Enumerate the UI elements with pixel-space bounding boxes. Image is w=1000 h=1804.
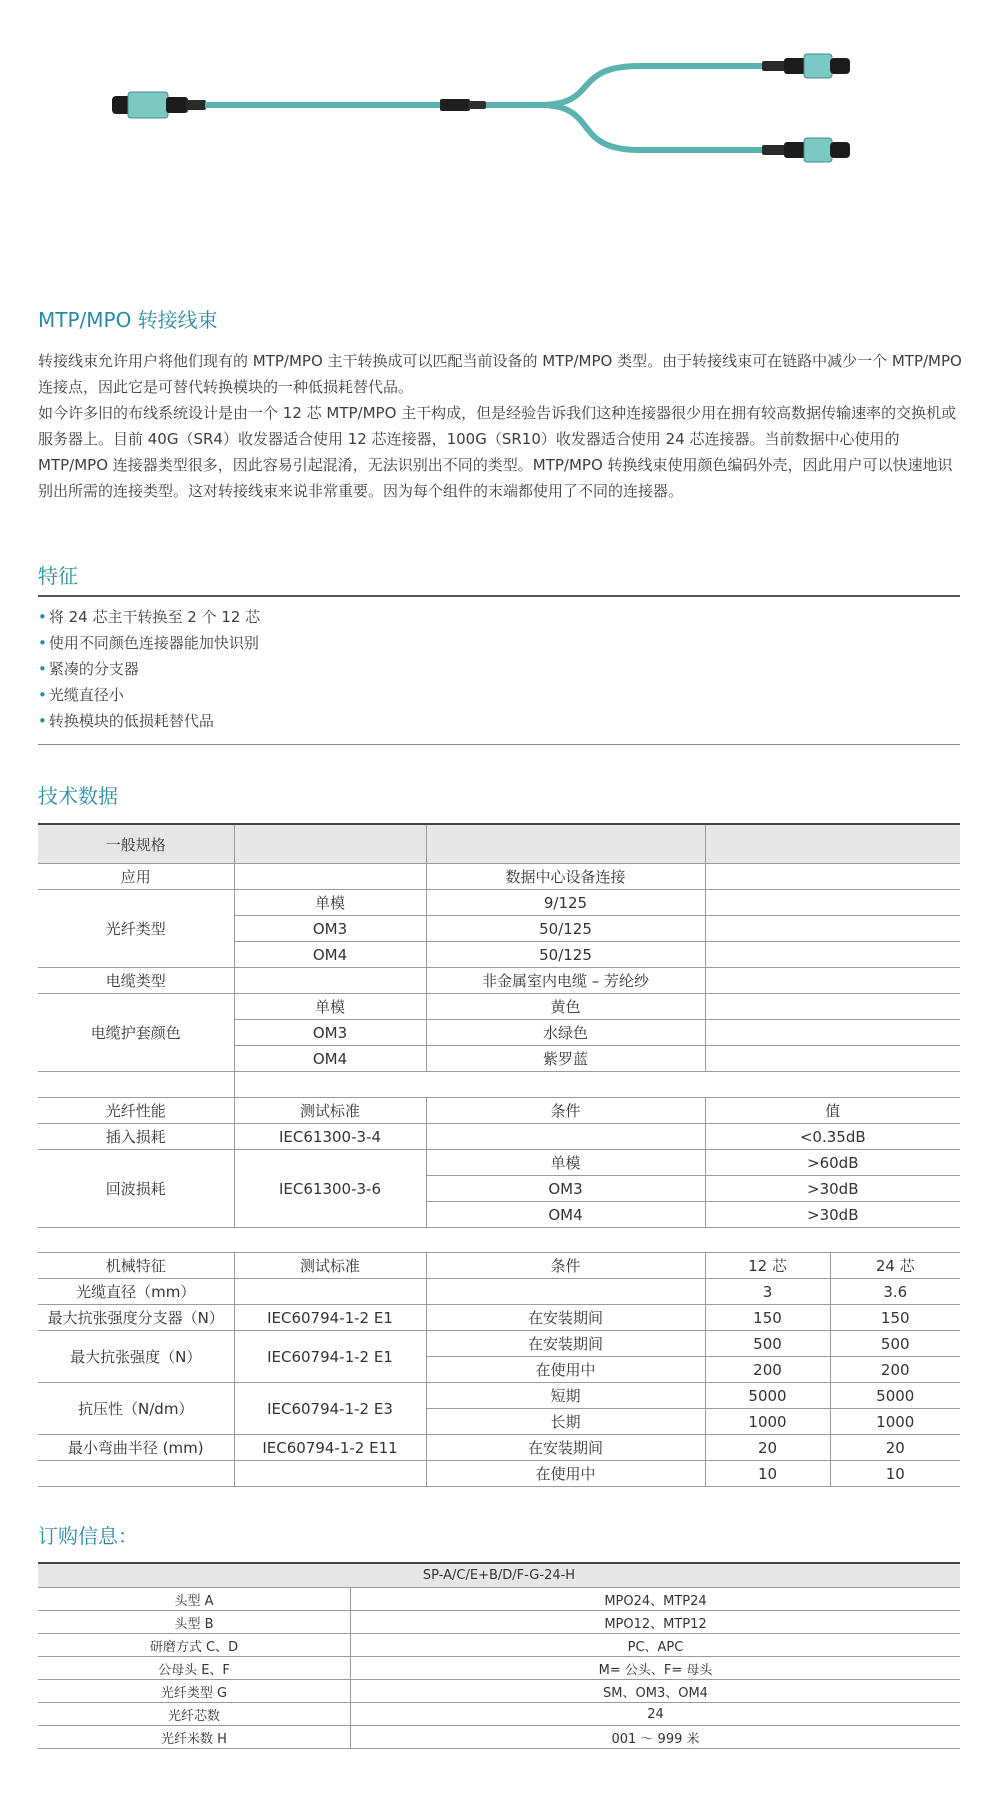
features-bottom-divider	[38, 744, 960, 745]
product-title: MTP/MPO 转接线束	[38, 308, 218, 332]
fiber-value: 50/125	[426, 942, 705, 968]
features-divider	[38, 595, 960, 597]
tensile-row	[38, 1331, 960, 1357]
order-value: SM、OM3、OM4	[351, 1680, 961, 1703]
crush-12: 5000	[705, 1383, 830, 1409]
jacket-value: 黄色	[426, 994, 705, 1020]
diameter-row	[38, 1279, 960, 1305]
application-row	[38, 864, 960, 890]
application-label: 应用	[38, 864, 234, 890]
order-code-row	[38, 1563, 960, 1588]
splitter-tensile-std: IEC60794-1-2 E1	[234, 1305, 426, 1331]
bend-12: 20	[705, 1435, 830, 1461]
order-key: 光纤米数 H	[38, 1726, 351, 1749]
tensile-cond: 在安装期间	[426, 1331, 705, 1357]
order-table	[38, 1562, 960, 1749]
cable-assembly-image	[0, 0, 1000, 280]
tensile-12: 200	[705, 1357, 830, 1383]
crush-cond: 长期	[426, 1409, 705, 1435]
bend-label: 最小弯曲半径 (mm)	[38, 1435, 234, 1461]
mechanical-header: 24 芯	[830, 1253, 960, 1279]
diameter-24: 3.6	[830, 1279, 960, 1305]
feature-item: • 转换模块的低损耗替代品	[38, 708, 260, 734]
tensile-24: 500	[830, 1331, 960, 1357]
return-loss-cond: OM4	[426, 1202, 705, 1228]
order-value: PC、APC	[351, 1634, 961, 1657]
general-header-row	[38, 824, 960, 864]
jacket-mode: 单模	[234, 994, 426, 1020]
splitter-tensile-label: 最大抗张强度分支器（N）	[38, 1305, 234, 1331]
mechanical-header: 测试标准	[234, 1253, 426, 1279]
cable-type-row	[38, 968, 960, 994]
spacer-row	[38, 1072, 960, 1098]
jacket-value: 紫罗蓝	[426, 1046, 705, 1072]
bend-row	[38, 1461, 960, 1487]
features-title: 特征	[38, 564, 78, 588]
feature-item: • 将 24 芯主干转换至 2 个 12 芯	[38, 604, 260, 630]
optical-header: 测试标准	[234, 1098, 426, 1124]
crush-row	[38, 1383, 960, 1409]
order-value: M= 公头、F= 母头	[351, 1657, 961, 1680]
diameter-12: 3	[705, 1279, 830, 1305]
fiber-value: 9/125	[426, 890, 705, 916]
bend-cond: 在安装期间	[426, 1435, 705, 1461]
bend-24: 20	[830, 1435, 960, 1461]
splitter-tensile-cond: 在安装期间	[426, 1305, 705, 1331]
tensile-label: 最大抗张强度（N）	[38, 1331, 234, 1383]
fiber-value: 50/125	[426, 916, 705, 942]
bend-row	[38, 1435, 960, 1461]
splitter-tensile-12: 150	[705, 1305, 830, 1331]
insertion-loss-std: IEC61300-3-4	[234, 1124, 426, 1150]
order-key: 公母头 E、F	[38, 1657, 351, 1680]
order-value: MPO24、MTP24	[351, 1588, 961, 1611]
intro-paragraph-1: 转接线束允许用户将他们现有的 MTP/MPO 主干转换成可以匹配当前设备的 MTP/MPO 类型。由于转接线束可在链路中减少一个 MTP/MPO 连接点，因此它是可替代转换模块的一种低损耗替代品。	[38, 352, 962, 396]
return-loss-std: IEC61300-3-6	[234, 1150, 426, 1228]
order-key: 研磨方式 C、D	[38, 1634, 351, 1657]
order-row	[38, 1588, 960, 1611]
spacer-row	[38, 1228, 960, 1253]
jacket-mode: OM3	[234, 1020, 426, 1046]
order-code: SP-A/C/E+B/D/F-G-24-H	[38, 1563, 960, 1588]
optical-header: 条件	[426, 1098, 705, 1124]
order-row	[38, 1634, 960, 1657]
order-row	[38, 1680, 960, 1703]
return-loss-value: >30dB	[705, 1176, 960, 1202]
product-illustration	[0, 0, 1000, 280]
insertion-loss-value: <0.35dB	[705, 1124, 960, 1150]
optical-header-row	[38, 1098, 960, 1124]
intro-paragraph-2: 如今许多旧的布线系统设计是由一个 12 芯 MTP/MPO 主干构成，但是经验告诉我们这种连接器很少用在拥有较高数据传输速率的交换机或服务器上。目前 40G（SR4）收发器适合使用 12 芯连接器，100G（SR10）收发器适合使用 24 芯连接器。当前数据中心使用的 MTP/MPO 连接器类型很多，因此容易引起混淆，无法识别出不同的类型。MTP/MPO 转换线束使用颜色编码外壳，因此用户可以快速地识别出所需的连接类型。这对转接线束来说非常重要。因为每个组件的末端都使用了不同的连接器。	[38, 404, 957, 500]
crush-24: 5000	[830, 1383, 960, 1409]
cable-type-value: 非金属室内电缆 – 芳纶纱	[426, 968, 705, 994]
order-key: 光纤类型 G	[38, 1680, 351, 1703]
tensile-std: IEC60794-1-2 E1	[234, 1331, 426, 1383]
crush-std: IEC60794-1-2 E3	[234, 1383, 426, 1435]
order-row	[38, 1611, 960, 1634]
diameter-label: 光缆直径（mm）	[38, 1279, 234, 1305]
crush-12: 1000	[705, 1409, 830, 1435]
fiber-mode: OM4	[234, 942, 426, 968]
jacket-label: 电缆护套颜色	[38, 994, 234, 1072]
features-list	[38, 604, 260, 734]
return-loss-label: 回波损耗	[38, 1150, 234, 1228]
order-row	[38, 1703, 960, 1726]
feature-item: • 使用不同颜色连接器能加快识别	[38, 630, 260, 656]
optical-header: 值	[705, 1098, 960, 1124]
splitter-tensile-row	[38, 1305, 960, 1331]
jacket-row	[38, 994, 960, 1020]
fiber-mode: OM3	[234, 916, 426, 942]
order-value: 001 ～ 999 米	[351, 1726, 961, 1749]
fiber-mode: 单模	[234, 890, 426, 916]
order-row	[38, 1657, 960, 1680]
return-loss-cond: 单模	[426, 1150, 705, 1176]
mechanical-header-row	[38, 1253, 960, 1279]
mechanical-header: 条件	[426, 1253, 705, 1279]
insertion-loss-label: 插入损耗	[38, 1124, 234, 1150]
return-loss-value: >30dB	[705, 1202, 960, 1228]
cable-type-label: 电缆类型	[38, 968, 234, 994]
general-header: 一般规格	[38, 824, 234, 864]
splitter-tensile-24: 150	[830, 1305, 960, 1331]
order-key: 光纤芯数	[38, 1703, 351, 1726]
application-value: 数据中心设备连接	[426, 864, 705, 890]
order-value: 24	[351, 1703, 961, 1726]
order-title: 订购信息：	[38, 1524, 138, 1548]
fiber-type-row	[38, 890, 960, 916]
intro-text	[38, 348, 962, 504]
mechanical-header: 12 芯	[705, 1253, 830, 1279]
tensile-24: 200	[830, 1357, 960, 1383]
tech-title: 技术数据	[38, 784, 118, 808]
jacket-value: 水绿色	[426, 1020, 705, 1046]
feature-item: • 紧凑的分支器	[38, 656, 260, 682]
crush-label: 抗压性（N/dm）	[38, 1383, 234, 1435]
crush-24: 1000	[830, 1409, 960, 1435]
crush-cond: 短期	[426, 1383, 705, 1409]
optical-header: 光纤性能	[38, 1098, 234, 1124]
feature-item: • 光缆直径小	[38, 682, 260, 708]
order-value: MPO12、MTP12	[351, 1611, 961, 1634]
tech-spec-table	[38, 823, 960, 1487]
bend-std: IEC60794-1-2 E11	[234, 1435, 426, 1461]
insertion-loss-row	[38, 1124, 960, 1150]
return-loss-value: >60dB	[705, 1150, 960, 1176]
jacket-mode: OM4	[234, 1046, 426, 1072]
order-key: 头型 A	[38, 1588, 351, 1611]
bend-24: 10	[830, 1461, 960, 1487]
mechanical-header: 机械特征	[38, 1253, 234, 1279]
order-key: 头型 B	[38, 1611, 351, 1634]
return-loss-cond: OM3	[426, 1176, 705, 1202]
fiber-type-label: 光纤类型	[38, 890, 234, 968]
tensile-cond: 在使用中	[426, 1357, 705, 1383]
return-loss-row	[38, 1150, 960, 1176]
tensile-12: 500	[705, 1331, 830, 1357]
bend-12: 10	[705, 1461, 830, 1487]
order-row	[38, 1726, 960, 1749]
bend-cond: 在使用中	[426, 1461, 705, 1487]
